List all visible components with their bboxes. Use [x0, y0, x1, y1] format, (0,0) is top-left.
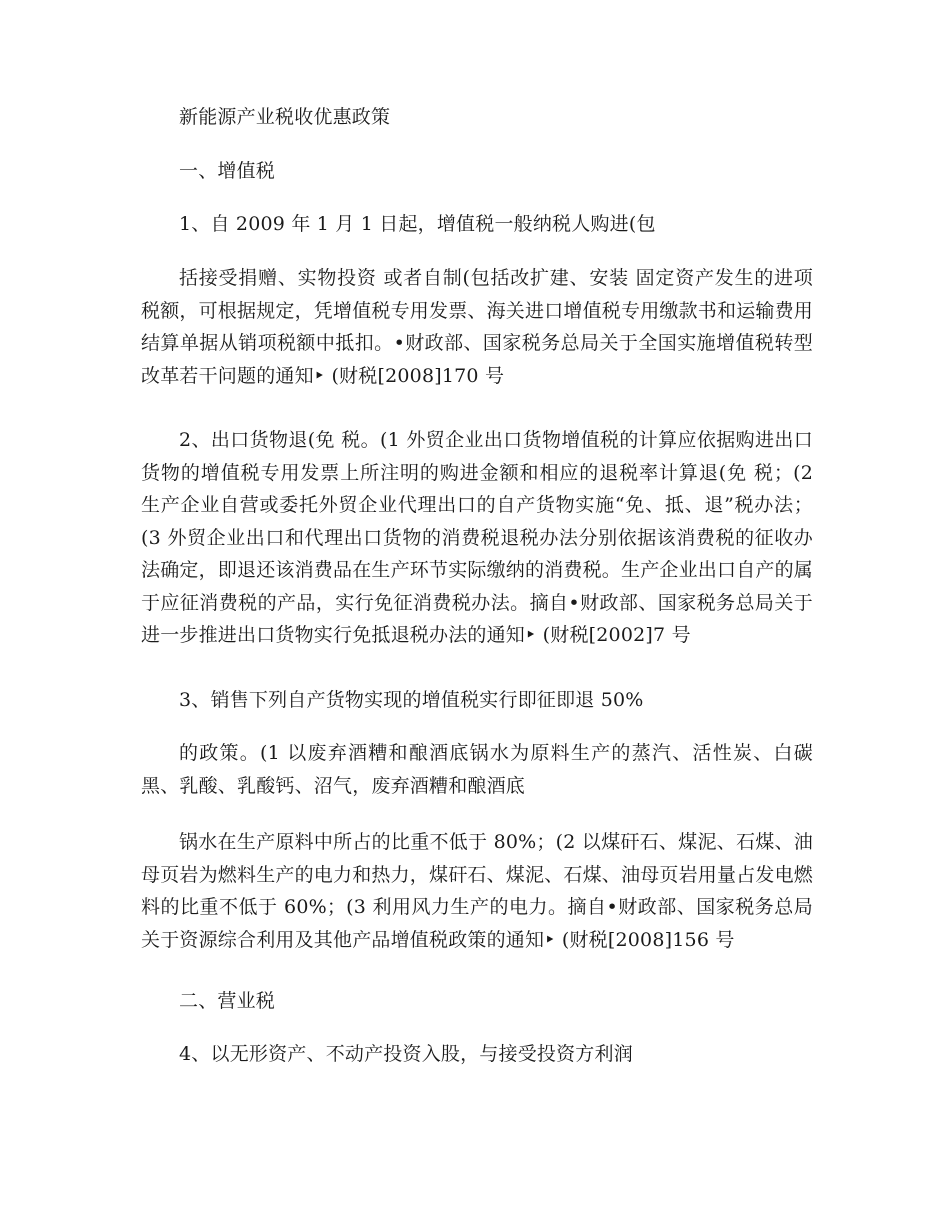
- document-title: 新能源产业税收优惠政策: [179, 106, 391, 128]
- item-3-part-1: 的政策。(1 以废弃酒糟和酿酒底锅水为原料生产的蒸汽、活性炭、白碳黑、乳酸、乳酸钙、沼气，废弃酒糟和酿酒底: [141, 742, 813, 797]
- item-1-intro: 1、自 2009 年 1 月 1 日起，增值税一般纳税人购进(包: [179, 213, 656, 235]
- item-2-paragraph: 2、出口货物退(免 税。(1 外贸企业出口货物增值税的计算应依据购进出口货物的增值税专用发票上所注明的购进金额和相应的退税率计算退(免 税；(2 生产企业自营或委托外贸企业代理出口的自产货物实施“免、抵、退”税办法；(3 外贸企业出口和代理出口货物的消费税退税办法分别依据该消费税的征收办法确定，即退还该消费品在生产环节实际缴纳的消费税。生产企业出口自产的属于应征消费税的产品，实行免征消费税办法。摘自•财政部、国家税务总局关于进一步推进出口货物实行免抵退税办法的通知‣ (财税[2002]7 号: [141, 429, 814, 646]
- item-4-intro: 4、以无形资产、不动产投资入股，与接受投资方利润: [179, 1043, 633, 1065]
- item-3-part-2: 锅水在生产原料中所占的比重不低于 80%；(2 以煤矸石、煤泥、石煤、油母页岩为燃料生产的电力和热力，煤矸石、煤泥、石煤、油母页岩用量占发电燃料的比重不低于 60%；(3 利用风力生产的电力。摘自•财政部、国家税务总局关于资源综合利用及其他产品增值税政策的通知‣ (财税[2008]156 号: [141, 831, 814, 951]
- section-heading-vat: 一、增值税: [179, 160, 276, 182]
- section-heading-business-tax: 二、营业税: [179, 990, 276, 1012]
- item-3-intro: 3、销售下列自产货物实现的增值税实行即征即退 50%: [179, 689, 644, 711]
- item-1-body: 括接受捐赠、实物投资 或者自制(包括改扩建、安装 固定资产发生的进项税额，可根据规定，凭增值税专用发票、海关进口增值税专用缴款书和运输费用结算单据从销项税额中抵扣。•财政部、国家税务总局关于全国实施增值税转型改革若干问题的通知‣ (财税[2008]170 号: [141, 267, 814, 387]
